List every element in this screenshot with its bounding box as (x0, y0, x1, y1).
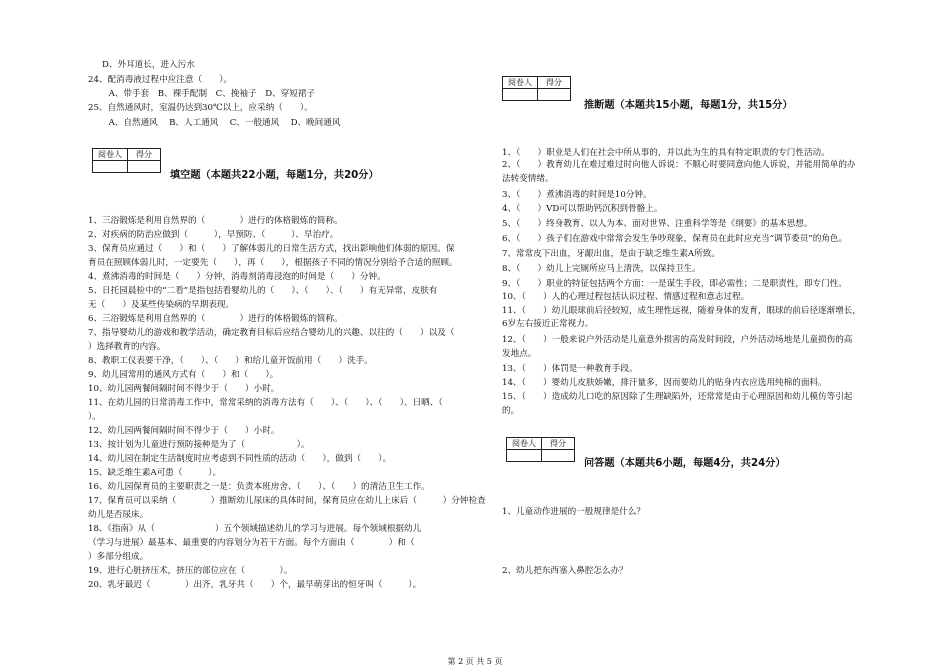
judge-question-line: 2、（ ）教育幼儿在难过难过时向他人诉说：不顺心时要同意向他人诉说，并能用简单的办 (502, 160, 856, 170)
fill-question-line: 8、教职工仪表要干净，（ ）、（ ）和给儿童开饭前用（ ）洗手。 (88, 356, 373, 366)
score-label: 得分 (128, 149, 161, 161)
judge-score-box (502, 76, 571, 101)
fill-question-line: ）多部分组成。 (88, 552, 149, 562)
fill-question-line: 5、日托园晨检中的“二看”是指包括看婴幼儿的（ ）、（ ）、（ ）有无异常，皮肤有 (88, 286, 438, 296)
judge-question-line: 15、（ ）造成幼儿口吃的原因除了生理缺陷外，还常常是由于心理原因和幼儿模仿等引起 (502, 392, 853, 402)
fill-question-line: 2、对疾病的防治应做到（ ），早预防、（ ）、早治疗。 (88, 230, 339, 240)
fill-section-title: 填空题（本题共22小题，每题1分，共20分） (170, 170, 379, 181)
question-line: A、带手套 B、裸手配制 C、挽袖子 D、穿短裙子 (100, 89, 316, 99)
fill-question-line: 3、保育员应通过（ ）和（ ）了解体弱儿的日常生活方式，找出影响他们体弱的原因。保 (88, 244, 455, 254)
judge-question-line: 10、（ ）人的心理过程包括认识过程、情感过程和意志过程。 (502, 292, 750, 302)
judge-question-line: 8、（ ）幼儿上完厕所应马上清洗，以保持卫生。 (502, 264, 701, 274)
reviewer-cell[interactable] (93, 161, 128, 173)
judge-question-line: 13、（ ）体罚是一种教育手段。 (502, 364, 638, 374)
judge-question-line: 6岁左右接近正常视力。 (502, 319, 594, 329)
fill-question-line: 7、指导婴幼儿的游戏和教学活动，确定教育目标后应结合婴幼儿的兴趣、以往的（ ）以及（ (88, 328, 455, 338)
fill-score-box (92, 148, 161, 173)
qa-question-line: 2、幼儿把东西塞入鼻腔怎么办？ (502, 566, 628, 576)
judge-question-line: 6、（ ）孩子们在游戏中常常会发生争吵现象，保育员在此时应充当“调节委员”的角色。 (502, 234, 848, 244)
score-label: 得分 (542, 438, 575, 450)
judge-question-line: 5、（ ）终身教育、以人为本、面对世界、注重科学等是《纲要》的基本思想。 (502, 219, 813, 229)
fill-question-line: 9、幼儿园常用的通风方式有（ ）和（ ）。 (88, 370, 279, 380)
fill-question-line: 19、进行心脏挤压术，挤压的部位应在（ ）。 (88, 566, 293, 576)
fill-question-line: 无（ ）及某些传染病的早期表现。 (88, 300, 235, 310)
reviewer-label: 阅卷人 (507, 438, 542, 450)
score-cell[interactable] (128, 161, 161, 173)
qa-score-box (506, 437, 575, 462)
judge-question-line: 11、（ ）幼儿眼球前后径较短，成生理性远视，随着身体的发育，眼球的前后径逐渐增长， (502, 306, 861, 316)
fill-question-line: 幼儿是否尿床。 (88, 510, 149, 520)
question-line: D、外耳道长，进入污水 (102, 60, 195, 70)
fill-question-line: 13、按计划为儿童进行预防接种是为了（ ）。 (88, 440, 310, 450)
fill-question-line: 16、幼儿园保育员的主要职责之一是：负责本班房舍、（ ）、（ ）的清洁卫生工作。 (88, 482, 430, 492)
fill-question-line: 18、《指南》从（ ）五个领域描述幼儿的学习与进展。每个领域根据幼儿 (88, 524, 422, 534)
score-cell[interactable] (542, 450, 575, 462)
question-line: A、自然通风 B、人工通风 C、一般通风 D、晚间通风 (100, 118, 341, 128)
fill-question-line: 育员在照顾体弱儿时，一定要先（ ），再（ ），根据孩子不同的情况分别给予合适的照顾。 (88, 258, 458, 268)
fill-question-line: 14、幼儿园在制定生活制度时应考虑到不同性质的活动（ ），做到（ ）。 (88, 454, 392, 464)
reviewer-label: 阅卷人 (93, 149, 128, 161)
qa-question-line: 1、儿童动作进展的一般规律是什么？ (502, 507, 645, 517)
page-footer: 第 2 页 共 5 页 (447, 657, 503, 666)
judge-question-line: 7、常常皮下出血，牙龈出血，是由于缺乏维生素A所致。 (502, 249, 720, 259)
fill-question-line: 17、保育员可以采纳（ ）推断幼儿尿床的具体时间，保育员应在幼儿上床后（ ）分钟检查 (88, 496, 486, 506)
fill-question-line: 10、幼儿园两餐间隔时间不得少于（ ）小时。 (88, 384, 280, 394)
fill-question-line: 4、煮沸消毒的时间是（ ）分钟，消毒剂消毒浸泡的时间是（ ）分钟。 (88, 272, 386, 282)
judge-question-line: 法转变情绪。 (502, 174, 554, 184)
fill-question-line: （学习与进展）最基本、最重要的内容划分为若干方面。每个方面由（ ）和（ (88, 538, 415, 548)
fill-question-line: ）。 (88, 412, 101, 422)
fill-question-line: 11、在幼儿园的日常消毒工作中，常常采纳的消毒方法有（ ）、（ ）、（ ）、日晒、（ (88, 398, 443, 408)
fill-question-line: 15、缺乏维生素A可患（ ）。 (88, 468, 222, 478)
fill-question-line: ）选择教育的内容。 (88, 342, 166, 352)
fill-question-line: 20、乳牙最迟（ ）出齐，乳牙共（ ）个，最早萌芽出的恒牙叫（ ）。 (88, 580, 422, 590)
fill-question-line: 12、幼儿园两餐间隔时间不得少于（ ）小时。 (88, 426, 280, 436)
fill-question-line: 6、三浴锻炼是利用自然界的（ ）进行的体格锻炼的简称。 (88, 314, 343, 324)
judge-section-title: 推断题（本题共15小题，每题1分，共15分） (584, 100, 793, 111)
reviewer-cell[interactable] (503, 89, 538, 101)
reviewer-label: 阅卷人 (503, 77, 538, 89)
reviewer-cell[interactable] (507, 450, 542, 462)
fill-question-line: 1、三浴锻炼是利用自然界的（ ）进行的体格锻炼的简称。 (88, 216, 343, 226)
judge-question-line: 12、（ ）一般来说户外活动是儿童意外损害的高发时间段，户外活动场地是儿童损伤的高 (502, 335, 853, 345)
question-line: 25、自然通风时，室温仍达到30℃以上，应采纳（ ）。 (88, 103, 313, 113)
judge-question-line: 发地点。 (502, 349, 537, 359)
judge-question-line: 14、（ ）婴幼儿皮肤娇嫩，排汗量多，因而要幼儿的贴身内衣应选用纯棉的面料。 (502, 378, 827, 388)
question-line: 24、配消毒液过程中应注意（ ）。 (88, 75, 233, 85)
qa-section-title: 问答题（本题共6小题，每题4分，共24分） (584, 458, 786, 469)
judge-question-line: 3、（ ）煮沸消毒的时间是10分钟。 (502, 190, 652, 200)
score-label: 得分 (538, 77, 571, 89)
judge-question-line: 的。 (502, 406, 520, 416)
score-cell[interactable] (538, 89, 571, 101)
judge-question-line: 1、（ ）职业是人们在社会中所从事的，并以此为生的具有特定职责的专门性活动。 (502, 148, 830, 158)
judge-question-line: 9、（ ）职业的特征包括两个方面：一是谋生手段，即必需性；二是职责性，即专门性。 (502, 279, 847, 289)
judge-question-line: 4、（ ）VD可以帮助钙沉积到骨骼上。 (502, 204, 663, 214)
